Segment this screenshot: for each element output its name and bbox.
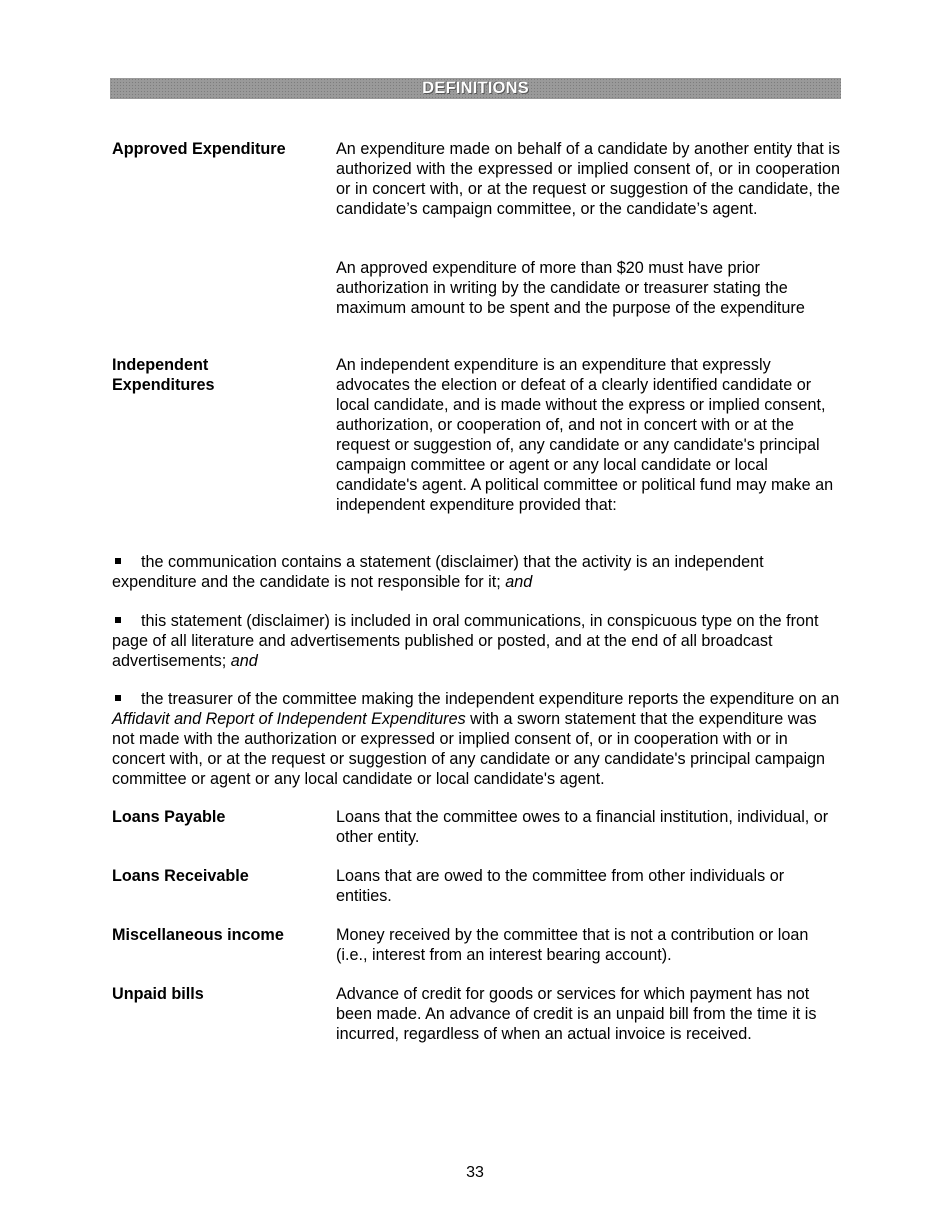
bullet-text-after: with a sworn statement that the expenditure was not made with the authorization or expressed or implied consent of, or in cooperation with or in concert with, or at the request or suggestion of any candidate or any candidate's principal campaign committee or agent or any local candidate or local candidate's agent. <box>112 710 826 788</box>
definitions-header-bar <box>110 78 841 99</box>
term-loans-receivable: Loans Receivable <box>112 867 249 885</box>
bullet-item-disclaimer <box>112 552 840 592</box>
term-miscellaneous-income: Miscellaneous income <box>112 926 284 944</box>
page-number: 33 <box>466 1164 484 1181</box>
term-independent-expenditures-line-2: Expenditures <box>112 376 215 394</box>
bullet-text-before: the treasurer of the committee making the independent expenditure reports the expenditure on an <box>141 690 840 708</box>
term-independent-expenditures <box>112 355 327 395</box>
bullet-text: this statement (disclaimer) is included in oral communications, in conspicuous type on the front page of all literature and advertisements published or posted, and at the end of all broadcast advertisements; <box>112 612 819 670</box>
definition-unpaid-bills: Advance of credit for goods or services for which payment has not been made. An advance of credit is an unpaid bill from the time it is incurred, regardless of when an actual invoice is received. <box>336 985 817 1043</box>
definition-miscellaneous-income: Money received by the committee that is not a contribution or loan (i.e., interest from an interest bearing account). <box>336 926 809 964</box>
definition-independent-expenditures: An independent expenditure is an expenditure that expressly advocates the election or defeat of a clearly identified candidate or local candidate, and is made without the express or implied consent, authorization, or cooperation of, and not in concert with or at the request or suggestion of, any candidate or any candidate's principal campaign committee or agent or any local candidate or local candidate's agent. A political committee or political fund may make an independent expenditure provided that: <box>336 356 834 514</box>
bullet-marker <box>115 617 121 623</box>
bullet-marker <box>115 558 121 564</box>
term-loans-payable: Loans Payable <box>112 808 226 826</box>
definition-approved-expenditure-p2: An approved expenditure of more than $20 must have prior authorization in writing by the candidate or treasurer stating the maximum amount to be spent and the purpose of the expenditure <box>336 259 805 317</box>
term-independent-expenditures-line-1: Independent <box>112 356 209 374</box>
definition-loans-receivable: Loans that are owed to the committee from other individuals or entities. <box>336 867 785 905</box>
bullet-text: the communication contains a statement (disclaimer) that the activity is an independent expenditure and the candidate is not responsible for it; <box>112 553 764 591</box>
bullet-italic-form-title: Affidavit and Report of Independent Expenditures <box>112 710 466 728</box>
bullet-marker <box>115 695 121 701</box>
term-unpaid-bills: Unpaid bills <box>112 985 204 1003</box>
definitions-title: DEFINITIONS <box>422 79 529 97</box>
definition-loans-payable: Loans that the committee owes to a financial institution, individual, or other entity. <box>336 808 829 846</box>
term-approved-expenditure: Approved Expenditure <box>112 140 286 158</box>
definition-approved-expenditure-p1: An expenditure made on behalf of a candidate by another entity that is authorized with the expressed or implied consent of, or in cooperation or in concert with, or at the request or suggestion of the candidate, the candidate’s campaign committee, or the candidate’s agent. <box>336 140 840 218</box>
bullet-item-treasurer-report <box>112 689 840 789</box>
bullet-italic-and: and <box>505 573 533 591</box>
bullet-italic-and: and <box>230 652 258 670</box>
bullet-item-oral-communications <box>112 611 840 671</box>
